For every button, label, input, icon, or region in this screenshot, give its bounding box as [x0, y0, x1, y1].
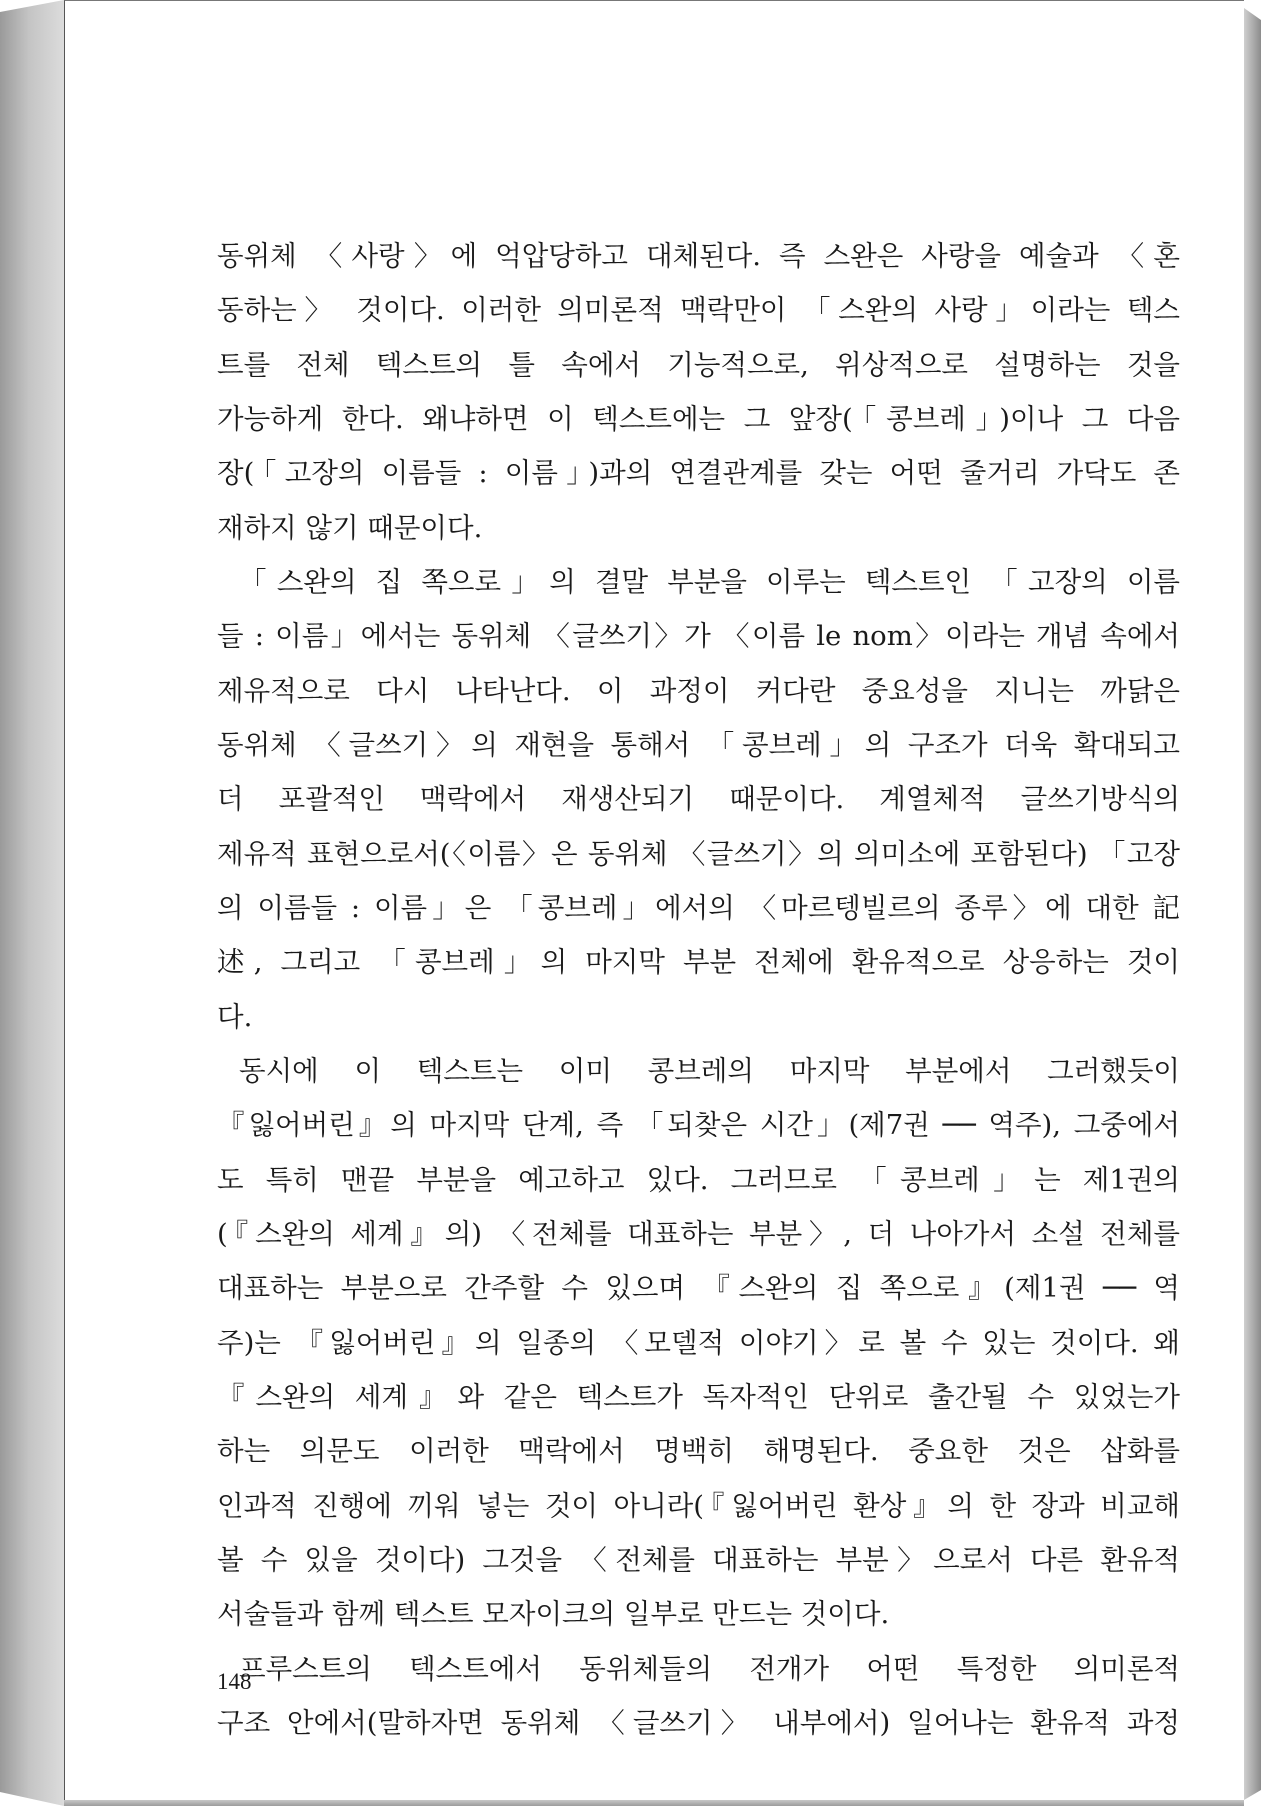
text-line: 인과적 진행에 끼워 넣는 것이 아니라(『잃어버린 환상』의 한 장과 비교해 [217, 1489, 1180, 1522]
text-line: 하는 의문도 이러한 맥락에서 명백히 해명된다. 중요한 것은 삽화를 [217, 1435, 1180, 1468]
book-edge-right [1244, 0, 1261, 1806]
text-line: 트를 전체 텍스트의 틀 속에서 기능적으로, 위상적으로 설명하는 것을 [217, 348, 1180, 381]
text-line: 구조 안에서(말하자면 동위체 〈글쓰기〉 내부에서) 일어나는 환유적 과정 [217, 1706, 1180, 1739]
text-line: 들 : 이름」에서는 동위체 〈글쓰기〉가 〈이름 le nom〉이라는 개념 속에서 [217, 620, 1180, 653]
page-number: 148 [217, 1669, 252, 1694]
text-line: 동위체 〈글쓰기〉의 재현을 통해서 「콩브레」의 구조가 더욱 확대되고 [217, 728, 1180, 761]
text-line: (『스완의 세계』의) 〈전체를 대표하는 부분〉, 더 나아가서 소설 전체를 [217, 1217, 1180, 1250]
text-line: 대표하는 부분으로 간주할 수 있으며 『스완의 집 쪽으로』(제1권 ── 역 [217, 1272, 1180, 1305]
text-line: 볼 수 있을 것이다) 그것을 〈전체를 대표하는 부분〉으로서 다른 환유적 [217, 1543, 1180, 1576]
body-text [217, 229, 1180, 1750]
text-line: 프루스트의 텍스트에서 동위체들의 전개가 어떤 특정한 의미론적 [239, 1652, 1180, 1685]
text-line: 『스완의 세계』와 같은 텍스트가 독자적인 단위로 출간될 수 있었는가 [217, 1380, 1180, 1413]
text-line: 제유적으로 다시 나타난다. 이 과정이 커다란 중요성을 지니는 까닭은 [217, 674, 1180, 707]
text-line: 더 포괄적인 맥락에서 재생산되기 때문이다. 계열체적 글쓰기방식의 [217, 783, 1180, 816]
book-edge-bottom [64, 1800, 1244, 1806]
book-page [64, 0, 1244, 1800]
text-line: 동시에 이 텍스트는 이미 콩브레의 마지막 부분에서 그러했듯이 [239, 1054, 1180, 1087]
text-line: 제유적 표현으로서(〈이름〉은 동위체 〈글쓰기〉의 의미소에 포함된다) 「고장 [217, 837, 1180, 870]
text-line: 서술들과 함께 텍스트 모자이크의 일부로 만드는 것이다. [217, 1598, 890, 1631]
text-line: 도 특히 맨끝 부분을 예고하고 있다. 그러므로 「콩브레」는 제1권의 [217, 1163, 1180, 1196]
text-line: 『잃어버린』의 마지막 단계, 즉 「되찾은 시간」(제7권 ── 역주), 그중에서 [217, 1109, 1180, 1142]
text-line: 「스완의 집 쪽으로」의 결말 부분을 이루는 텍스트인 「고장의 이름 [239, 565, 1180, 598]
text-line: 다. [217, 1000, 253, 1033]
text-line: 장(「고장의 이름들 : 이름」)과의 연결관계를 갖는 어떤 줄거리 가닥도 존 [217, 457, 1180, 490]
text-line: 가능하게 한다. 왜냐하면 이 텍스트에는 그 앞장(「콩브레」)이나 그 다음 [217, 402, 1180, 435]
text-line: 재하지 않기 때문이다. [217, 511, 483, 544]
book-edge-left [0, 0, 64, 1806]
text-line: 동위체 〈사랑〉에 억압당하고 대체된다. 즉 스완은 사랑을 예술과 〈혼 [217, 240, 1180, 272]
text-line: 주)는 『잃어버린』의 일종의 〈모델적 이야기〉로 볼 수 있는 것이다. 왜 [217, 1326, 1180, 1359]
text-line: 의 이름들 : 이름」은 「콩브레」에서의 〈마르텡빌르의 종루〉에 대한 記 [217, 891, 1180, 924]
text-line: 述, 그리고 「콩브레」의 마지막 부분 전체에 환유적으로 상응하는 것이 [217, 946, 1180, 979]
text-line: 동하는〉 것이다. 이러한 의미론적 맥락만이 「스완의 사랑」이라는 텍스 [217, 294, 1180, 327]
